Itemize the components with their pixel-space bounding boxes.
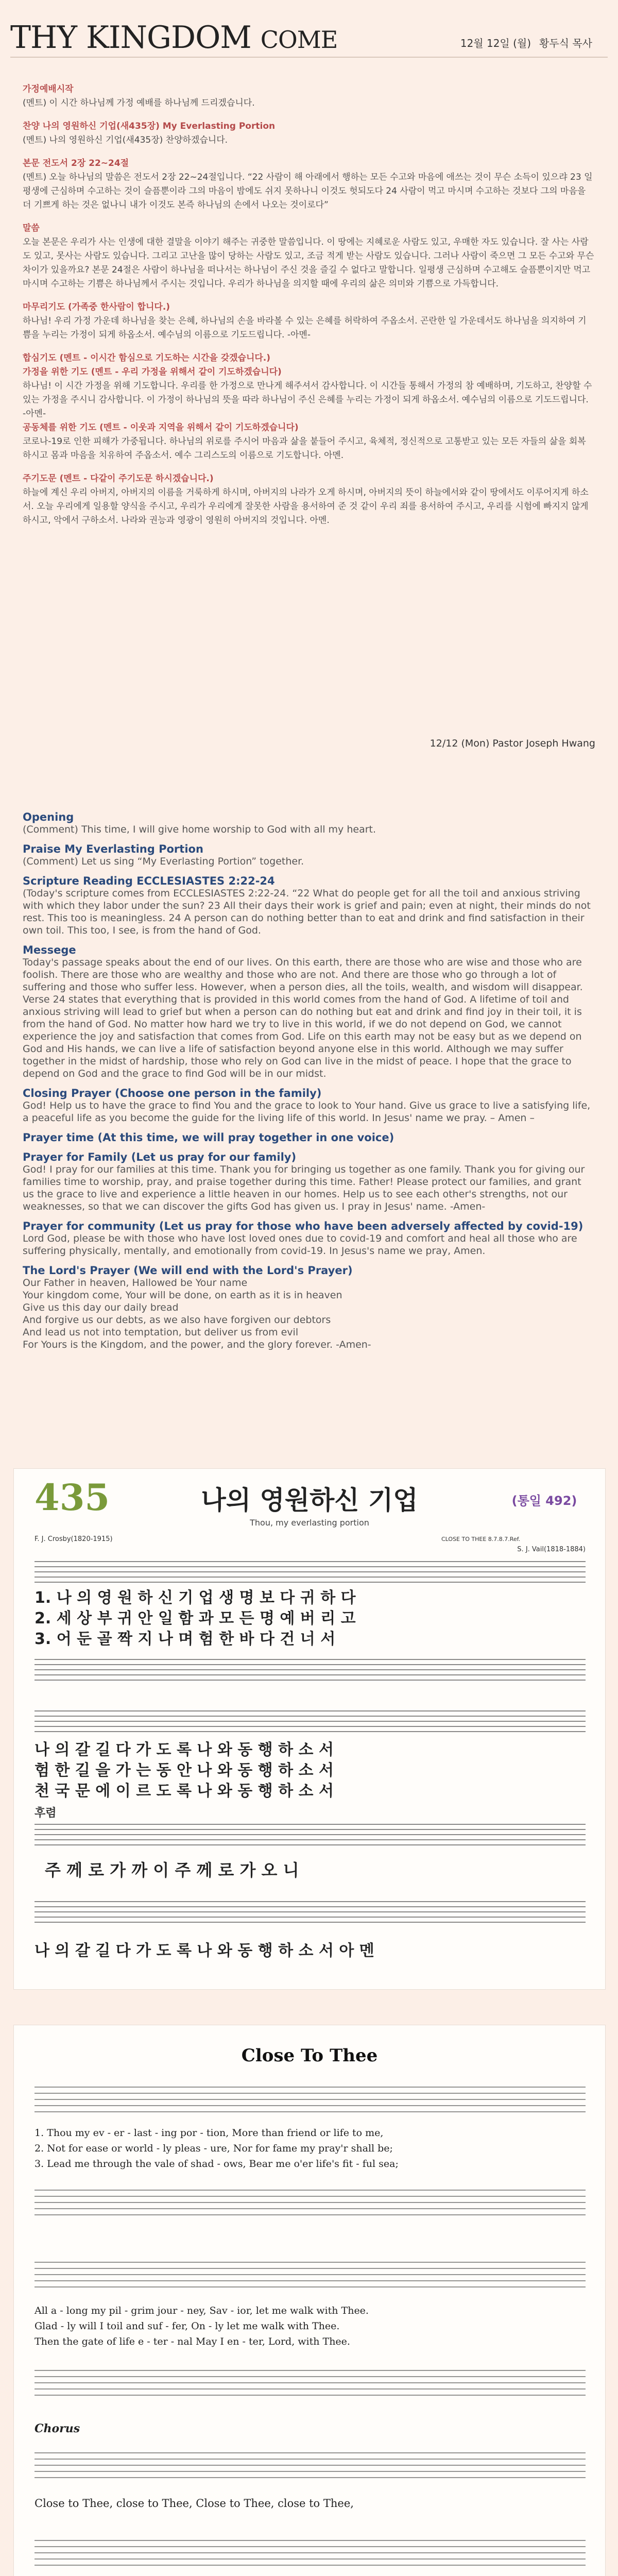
english-scripture-text: (Today's scripture comes from ECCLESIASTES 2:22-24. “22 What do people get for all the toil and anxious striving with which they labor under the sun? 23 All their days their work is grief and pain; even at night, their minds do not rest. This too is meaningless. 24 A person can do nothing better than to eat and drink and find satisfaction in their own toil. This too, I see, is from the hand of God. [23, 888, 591, 936]
close-to-thee-score [13, 2025, 606, 2576]
hymn-verse-lyrics-b [35, 1741, 334, 1800]
hymn-verse-line: 나 의 갈 길 다 가 도 록 나 와 동 행 하 소 서 [35, 1741, 334, 1759]
score-title: Close To Thee [241, 2045, 378, 2066]
header-meta [452, 35, 592, 50]
english-family-text: God! I pray for our families at this time. Thank you for bringing us together as one family. Thank you for giving our families time to worship, pray, and praise together during this time. Father! Please protect our families, and grant us the grace to live and experience a little heaven in our homes. Help us to see each other's strengths, not our weaknesses, so that we can discover the gifts God has given us. I pray in Jesus' name. -Amen- [23, 1164, 585, 1212]
hymn-verse-line: 1. 나 의 영 원 하 신 기 업 생 명 보 다 귀 하 다 [35, 1589, 356, 1607]
hymn-composer: S. J. Vail(1818-1884) [517, 1546, 586, 1553]
score-verse-line: 2. Not for ease or world - ly pleas - ure, Nor for fame my pray'r shall be; [35, 2143, 393, 2154]
hymn-lyricist: F. J. Crosby(1820-1915) [35, 1535, 113, 1543]
korean-family-text: 하나님! 이 시간 가정을 위해 기도합니다. 우리를 한 가정으로 만나게 해주셔서 감사합니다. 이 시간들 통해서 가정의 참 예배하며, 기도하고, 찬양할 수 있는 가정을 주시니 감사합니다. 이 가정이 하나님의 뜻을 따라 하나님이 주신 은혜를 누리는 가정이 되게 하옵소서. 예수님의 이름으로 기도드립니다. -아멘- [23, 381, 592, 419]
english-lords-line: And forgive us our debts, as we also have forgiven our debtors [23, 1314, 331, 1326]
hymn-title: 나의 영원하신 기업 [201, 1485, 418, 1515]
english-closing-text: God! Help us to have the grace to find You and the grace to look to Your hand. Give us grace to live a satisfying life, a peaceful life as you become the guide for the living life of this world. In Jesus' name we pray. – Amen – [23, 1100, 591, 1124]
hymn-verse-line: 2. 세 상 부 귀 안 일 함 과 모 든 명 예 버 리 고 [35, 1609, 356, 1628]
english-scripture-title: Scripture Reading ECCLESIASTES 2:22-24 [23, 875, 275, 887]
korean-lords-text: 하늘에 계신 우리 아버지, 아버지의 이름을 거룩하게 하시며, 아버지의 나라가 오게 하시며, 아버지의 뜻이 하늘에서와 같이 땅에서도 이루어지게 하소서. 오늘 우리에게 일용할 양식을 주시고, 우리가 우리에게 잘못한 사람을 용서하여 준 것 같이 우리 죄를 용서하여 주시고, 우리를 시험에 빠지지 않게 하시고, 악에서 구하소서. 나라와 권능과 영광이 영원히 아버지의 것입니다. 아멘. [23, 487, 589, 526]
staff-system-4 [35, 1902, 586, 1922]
english-lords-line: Your kingdom come, Your will be done, on earth as it is in heaven [23, 1290, 342, 1301]
header-date: 12월 12일 (월) [460, 37, 531, 49]
english-together-title: Prayer time (At this time, we will pray together in one voice) [23, 1131, 394, 1144]
score-chorus-label: Chorus [35, 2422, 80, 2435]
english-lords-line: Give us this day our daily bread [23, 1302, 179, 1313]
korean-scripture-text: (멘트) 오늘 하나님의 말씀은 전도서 2장 22~24절입니다. “22 사람이 해 아래에서 행하는 모든 수고와 마음에 애쓰는 것이 무슨 소득이 있으랴 23 일평생에 근심하며 수고하는 것이 슬픔뿐이라 그의 마음이 밤에도 쉬지 못하나니 이것도 헛되도다 24 사람이 먹고 마시며 수고하는 것보다 그의 마음을 더 기쁘게 하는 것은 없나니 내가 이것도 본즉 하나님의 손에서 나오는 것이로다” [23, 172, 593, 210]
korean-scripture-title: 본문 전도서 2장 22~24절 [23, 158, 129, 168]
korean-opening-title: 가정예배시작 [23, 84, 74, 94]
english-lords-title: The Lord's Prayer (We will end with the Lord's Prayer) [23, 1264, 353, 1277]
hymn-refrain-line: 나 의 갈 길 다 가 도 록 나 와 동 행 하 소 서 아 멘 [35, 1942, 374, 1960]
english-opening-title: Opening [23, 811, 74, 823]
staff-system-2 [35, 1711, 586, 1732]
korean-community-text: 코로나-19로 인한 피해가 가중됩니다. 하나님의 위로를 주시어 마음과 삶을 붙들어 주시고, 육체적, 정신적으로 고통받고 있는 모든 자들의 삶을 회복하시고 몸과 마음을 치유하여 주옵소서. 예수 그리스도의 이름으로 기도합니다. 아멘. [23, 436, 586, 461]
logo-main: THY KINGDOM [10, 20, 251, 56]
english-community-title: Prayer for community (Let us pray for those who have been adversely affected by covid-19) [23, 1220, 583, 1232]
hymn-refrain-label: 후렴 [35, 1807, 57, 1820]
hymn-refrain-line: 주 께 로 가 까 이 주 께 로 가 오 니 [45, 1860, 299, 1880]
score-verse-line: Then the gate of life e - ter - nal May I en - ter, Lord, with Thee. [35, 2336, 350, 2347]
score-verse-line: 3. Lead me through the vale of shad - ows, Bear me o'er life's fit - ful sea; [35, 2158, 399, 2170]
korean-opening-text: (멘트) 이 시간 하나님께 가정 예배를 하나님께 드리겠습니다. [23, 98, 255, 108]
score-verse-a [35, 2127, 399, 2170]
korean-message-text: 오늘 본문은 우리가 사는 인생에 대한 결말을 이야기 해주는 귀중한 말씀입니다. 이 땅에는 지혜로운 사람도 있고, 우매한 자도 있습니다. 잘 사는 사람도 있고, 못사는 사람도 있습니다. 그리고 고난을 많이 당하는 사람도 있고, 조금 적게 받는 사람도 있습니다. 그러나 사람이 죽으면 그 모든 수고와 무슨 차이가 있을까요? 본문 24절은 사람이 하나님을 떠나서는 하나님이 주신 것을 즐길 수 없다고 말합니다. 일평생 근심하며 수고해도 슬픔뿐이지만 먹고 마시며 수고하는 기쁨은 하나님께서 주시는 것입니다. 우리가 하나님을 의지할 때에 우리의 삶은 의미와 기쁨으로 가득합니다. [23, 237, 594, 289]
korean-closing-title: 마무리기도 (가족중 한사람이 합니다.) [23, 302, 170, 312]
english-message-title: Messege [23, 944, 76, 956]
english-lords-line: And lead us not into temptation, but deliver us from evil [23, 1327, 299, 1338]
korean-message-title: 말씀 [23, 223, 40, 233]
hymn-verse-line: 천 국 문 에 이 르 도 록 나 와 동 행 하 소 서 [35, 1782, 334, 1800]
english-closing-title: Closing Prayer (Choose one person in the family) [23, 1087, 322, 1099]
english-hymn-text: (Comment) Let us sing “My Everlasting Portion” together. [23, 856, 304, 867]
korean-lords-title: 주기도문 (멘트 - 다같이 주기도문 하시겠습니다.) [23, 473, 214, 484]
korean-hymn-text: (멘트) 나의 영원하신 기업(새435장) 찬양하겠습니다. [23, 135, 228, 145]
score-chorus-line: Close to Thee, close to Thee, Close to Thee, close to Thee, [35, 2497, 354, 2510]
header-author: 황두식 목사 [539, 37, 592, 49]
english-lords-line: For Yours is the Kingdom, and the power, and the glory forever. -Amen- [23, 1339, 371, 1350]
hymn-verse-line: 3. 어 둔 골 짝 지 나 며 험 한 바 다 건 너 서 [35, 1630, 336, 1648]
hymn-verse-lyrics-a [35, 1589, 356, 1648]
english-section [23, 804, 595, 1351]
english-family-title: Prayer for Family (Let us pray for our family) [23, 1151, 297, 1163]
hymn-tune-name: CLOSE TO THEE 8.7.8.7.Ref. [441, 1536, 521, 1543]
korean-community-title: 공동체를 위한 기도 (멘트 - 이웃과 지역을 위해서 같이 기도하겠습니다) [23, 422, 299, 433]
english-lords-line: Our Father in heaven, Hallowed be Your name [23, 1277, 248, 1289]
score-verse-b [34, 2305, 369, 2347]
korean-together-title: 합심기도 (멘트 - 이시간 함심으로 기도하는 시간을 갖겠습니다.) [23, 353, 271, 363]
korean-family-title: 가정을 위한 기도 (멘트 - 우리 가정을 위해서 같이 기도하겠습니다) [23, 367, 282, 377]
score-verse-line: All a - long my pil - grim jour - ney, Sav - ior, let me walk with Thee. [35, 2305, 369, 2316]
hymn-435-sheet [14, 1469, 605, 1989]
logo-sub: COME [260, 26, 338, 54]
english-opening-text: (Comment) This time, I will give home worship to God with all my heart. [23, 824, 376, 835]
score-verse-line: 1. Thou my ev - er - last - ing por - tion, More than friend or life to me, [35, 2127, 384, 2139]
korean-closing-text: 하나님! 우리 가정 가운데 하나님을 찾는 은혜, 하나님의 손을 바라볼 수 있는 은혜를 허락하여 주옵소서. 곤란한 일 가운데서도 하나님을 의지하여 기쁨을 누리는 가정이 되게 하옵소서. 예수님의 이름으로 기도드립니다. -아멘- [23, 316, 587, 340]
header [10, 10, 608, 58]
hymn-old-number: (통일 492) [511, 1494, 577, 1508]
logo [10, 20, 337, 56]
staff-system-3 [35, 1824, 586, 1845]
score-verse-line: Glad - ly will I toil and suf - fer, On - ly let me walk with Thee. [35, 2320, 340, 2332]
close-to-thee-sheet [14, 2025, 605, 2576]
hymn-number: 435 [35, 1476, 110, 1519]
korean-section [23, 82, 594, 528]
hymn-verse-line: 험 한 길 을 가 는 동 안 나 와 동 행 하 소 서 [35, 1761, 334, 1780]
english-community-text: Lord God, please be with those who have lost loved ones due to covid-19 and comfort and heal all those who are suffering physically, mentally, and emotionally from covid-19. In Jesus's name we pray, Amen. [23, 1233, 577, 1257]
english-hymn-title: Praise My Everlasting Portion [23, 843, 203, 855]
hymn-subtitle: Thou, my everlasting portion [250, 1518, 369, 1528]
hymn-435-score [13, 1468, 606, 1990]
korean-hymn-title: 찬양 나의 영원하신 기업(새435장) My Everlasting Portion [23, 121, 276, 131]
signoff: 12/12 (Mon) Pastor Joseph Hwang [430, 738, 595, 749]
english-message-text: Today's passage speaks about the end of our lives. On this earth, there are those who are wise and those who are foolish. There are those who are wealthy and those who are not. And there are those who go through a lot of suffering and those who suffer less. However, when a person dies, all the toils, wealth, and wisdom will disappear. Verse 24 states that everything that is provided in this world comes from the hand of God. A lifetime of toil and anxious striving will lead to grief but when a person can do nothing but eat and drink and find joy in their toil, it is from the hand of God. No matter how hard we try to live in this world, if we do not depend on God, we cannot experience the joy and satisfaction that comes from God. Life on this earth may not be easy but as we depend on God and His hands, we can live a life of satisfaction beyond anyone else in this world. Although we may suffer together in the midst of hardship, those who rely on God can live in the midst of peace. I hope that the grace to depend on God and the grace to find God will be in our midst. [23, 957, 583, 1079]
